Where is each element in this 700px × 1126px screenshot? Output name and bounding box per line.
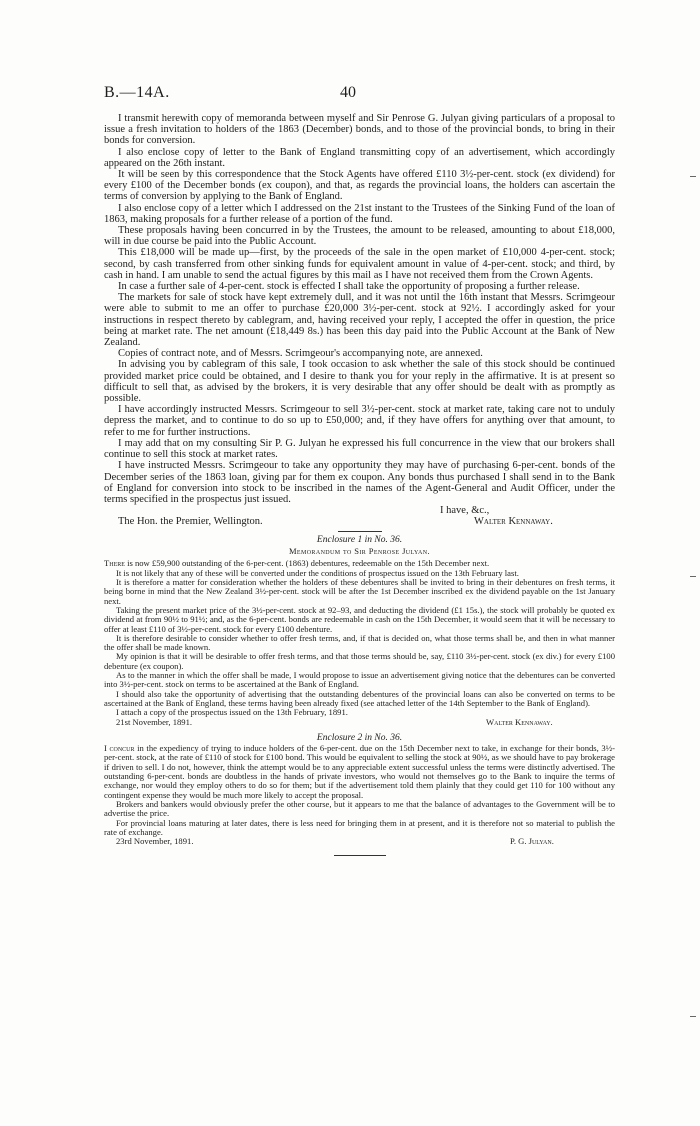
enclosure-1-paragraph: It is therefore a matter for consideration whether the holders of these debentures shall be invited to bring in their debentures on fresh terms, it being borne in mind that the New Zealand 3½-per-cent. stock will be after the 1st December inscribed ex the dividend payable on the 1st January next. (104, 577, 615, 606)
letter-paragraph: This £18,000 will be made up—first, by the proceeds of the sale in the open market of £10,000 4-per-cent. stock; second, by cash transferred from other sinking funds for equivalent amount in value of 4-per-cent. stock; and third, by cash in hand. I am unable to send the actual figures by this mail as I have not received them from the Crown Agents. (104, 247, 615, 281)
letter-paragraph: In advising you by cablegram of this sale, I took occasion to ask whether the sale of this stock should be continued provided market price could be obtained, and I desire to thank you for your reply in the affirmative. It is at present so difficult to sell that, as advised by the brokers, it is very desirable that any offer should be dealt with as promptly as possible. (104, 359, 615, 405)
enclosure-1-paragraph: It is therefore desirable to consider whether to offer fresh terms, and, if that is decided on, what those terms shall be, and then in what manner the offer shall be made known. (104, 632, 615, 653)
letter-paragraph: I may add that on my consulting Sir P. G. Julyan he expressed his full concurrence in the view that our brokers shall continue to sell this stock at market rates. (104, 437, 615, 461)
enclosure-2-title: Enclosure 2 in No. 36. (316, 733, 403, 744)
letter-paragraph: I also enclose copy of a letter which I addressed on the 21st instant to the Trustees of the Sinking Fund of the loan of 1863, making proposals for a further release of a portion of the fund. (104, 202, 615, 225)
enclosure-2-paragraph: Brokers and bankers would obviously prefer the other course, but it appears to me that the balance of advantages to the Government will be to advertise the price. (104, 798, 615, 819)
enclosure-1-paragraph-text: is now £59,900 outstanding of the 6-per-cent. (1863) debentures, redeemable on the 15th December next. (127, 558, 490, 569)
margin-mark (690, 1016, 696, 1017)
enclosure-2-signature-row (104, 837, 615, 847)
enclosure-1-paragraph: It is not likely that any of these will be converted under the conditions of prospectus issued on the 13th February last. (116, 567, 519, 578)
letter-paragraph: It will be seen by this correspondence that the Stock Agents have offered £110 3½-per-cent. stock (ex dividend) for every £100 of the December bonds (ex coupon), and that, as regards the provincial loans, the holders can ascertain the terms of conversion by applying to the Bank of England. (104, 169, 615, 203)
page-body (104, 113, 615, 856)
page-number: 40 (340, 84, 356, 101)
enclosure-1-signature: Walter Kennaway. (486, 716, 553, 727)
enclosure-1-signature-row (104, 718, 615, 728)
enclosure-1-title: Enclosure 1 in No. 36. (316, 535, 403, 546)
letter-closing-row (104, 505, 615, 516)
page-header (104, 84, 596, 106)
document-reference: B.—14A. (104, 84, 170, 101)
letter-closing: I have, &c., (440, 505, 490, 517)
margin-mark (690, 176, 696, 177)
enclosure-1-paragraph: I attach a copy of the prospectus issued on the 13th February, 1891. (116, 707, 348, 718)
enclosure-2-first-paragraph (104, 744, 615, 800)
letter-paragraph: In case a further sale of 4-per-cent. stock is effected I shall take the opportunity of proposing a further release. (118, 281, 580, 293)
letter-addressee: The Hon. the Premier, Wellington. (118, 516, 263, 528)
enclosure-1-paragraph: My opinion is that it will be desirable to offer fresh terms, and that those terms should be, say, £110 3½-per-cent. stock (ex div.) for every £100 debenture (ex coupon). (104, 651, 615, 671)
letter-paragraph: Copies of contract note, and of Messrs. Scrimgeour's accompanying note, are annexed. (118, 348, 483, 360)
enclosure-1-date: 21st November, 1891. (116, 716, 193, 727)
enclosure-2-paragraph: For provincial loans maturing at later dates, there is less need for bringing them in at present, and it is therefore not so material to publish the rate of exchange. (104, 817, 615, 837)
end-divider (334, 855, 386, 856)
enclosure-2-paragraph-text: in the expediency of trying to induce holders of the 6-per-cent. due on the 15th December next to take, in exchange for their bonds, 3½-per-cent. stock, at the rate of £110 of stock for £100 bond. This would be equivalent to selling the stock at 90½, as we should have to pay brokerage if driven to sell. I do not, however, think the attempt would be to any appreciable extent successful unless the terms were distinctly advertised. The outstanding 6-per-cent. bonds are doubtless in the hands of private investors, who would not themselves go to the Bank to inquire the terms of exchange, nor would they employ others to do so for them; but if the advertisement told them plainly that they could get 110 for 100 without any contingent expense they would be much more likely to accept the proposal. (104, 743, 616, 800)
letter-paragraph: I transmit herewith copy of memoranda between myself and Sir Penrose G. Julyan giving particulars of a proposal to issue a fresh invitation to holders of the 1863 (December) bonds, and to those of the provincial bonds, to bring in their bonds for conversion. (104, 113, 615, 147)
enclosure-1-paragraph: Taking the present market price of the 3½-per-cent. stock at 92–93, and deducting the dividend (£1 15s.), the stock will probably be quoted ex dividend at from 90½ to 91½; and, as the 6-per-cent. bonds are redeemable in cash on the 15th December, it would seem that it will be necessary to offer at least £110 of 3½-per-cent. stock for every £100 debenture. (104, 604, 615, 634)
letter-signature: Walter Kennaway. (474, 516, 553, 528)
enclosure-2 (104, 733, 615, 847)
letter-paragraph: I also enclose copy of letter to the Bank of England transmitting copy of an advertisement, which accordingly appeared on the 26th instant. (104, 146, 615, 169)
enclosure-1-paragraph: As to the manner in which the offer shall be made, I would propose to issue an advertisement giving notice that the debentures can be converted into 3½-per-cent. stock on terms to be ascertained at the Bank of England. (104, 670, 615, 690)
letter-paragraph: I have accordingly instructed Messrs. Scrimgeour to sell 3½-per-cent. stock at market rate, taking care not to unduly depress the market, and to continue to do so up to £50,000; and, if they have offers for anything over that amount, to refer to me for further instructions. (104, 404, 615, 438)
enclosure-1 (104, 535, 615, 727)
enclosure-1-subtitle: Memorandum to Sir Penrose Julyan. (288, 546, 431, 557)
letter-paragraph: I have instructed Messrs. Scrimgeour to take any opportunity they may have of purchasing 6-per-cent. bonds of the December series of the 1863 loan, giving par for them ex coupon. Any bonds thus purchased I shall send in to the Bank of England for conversion into stock to be inscribed in the names of the Agent-General and Audit Officer, under the terms specified in the prospectus just issued. (104, 460, 615, 505)
letter-section (104, 113, 615, 527)
enclosure-1-opening-word: There (104, 558, 125, 569)
enclosure-2-opening-word: I concur (104, 743, 135, 754)
section-divider (338, 531, 382, 532)
letter-paragraph: The markets for sale of stock have kept extremely dull, and it was not until the 16th instant that Messrs. Scrimgeour were able to submit to me an offer to purchase £20,000 3½-per-cent. stock at 92½. I accordingly asked for your instructions in respect thereto by cablegram, and, having received your reply, I accepted the offer in question, the price being at market rate. The net amount (£18,449 8s.) has been this day paid into the Public Account at the Bank of New Zealand. (104, 292, 615, 349)
enclosure-2-date: 23rd November, 1891. (116, 836, 194, 847)
enclosure-1-paragraph: I should also take the opportunity of advertising that the outstanding debentures of the provincial loans can also be converted on terms to be ascertained at the Bank of England, these terms having been already fixed (see attached letter of the 14th September to the Bank of England). (104, 688, 615, 708)
letter-paragraph: These proposals having been concurred in by the Trustees, the amount to be released, amounting to about £18,000, will in due course be paid into the Public Account. (104, 225, 615, 248)
enclosure-2-signature: P. G. Julyan. (510, 836, 554, 847)
letter-signature-row (104, 516, 615, 527)
margin-mark (690, 576, 696, 577)
